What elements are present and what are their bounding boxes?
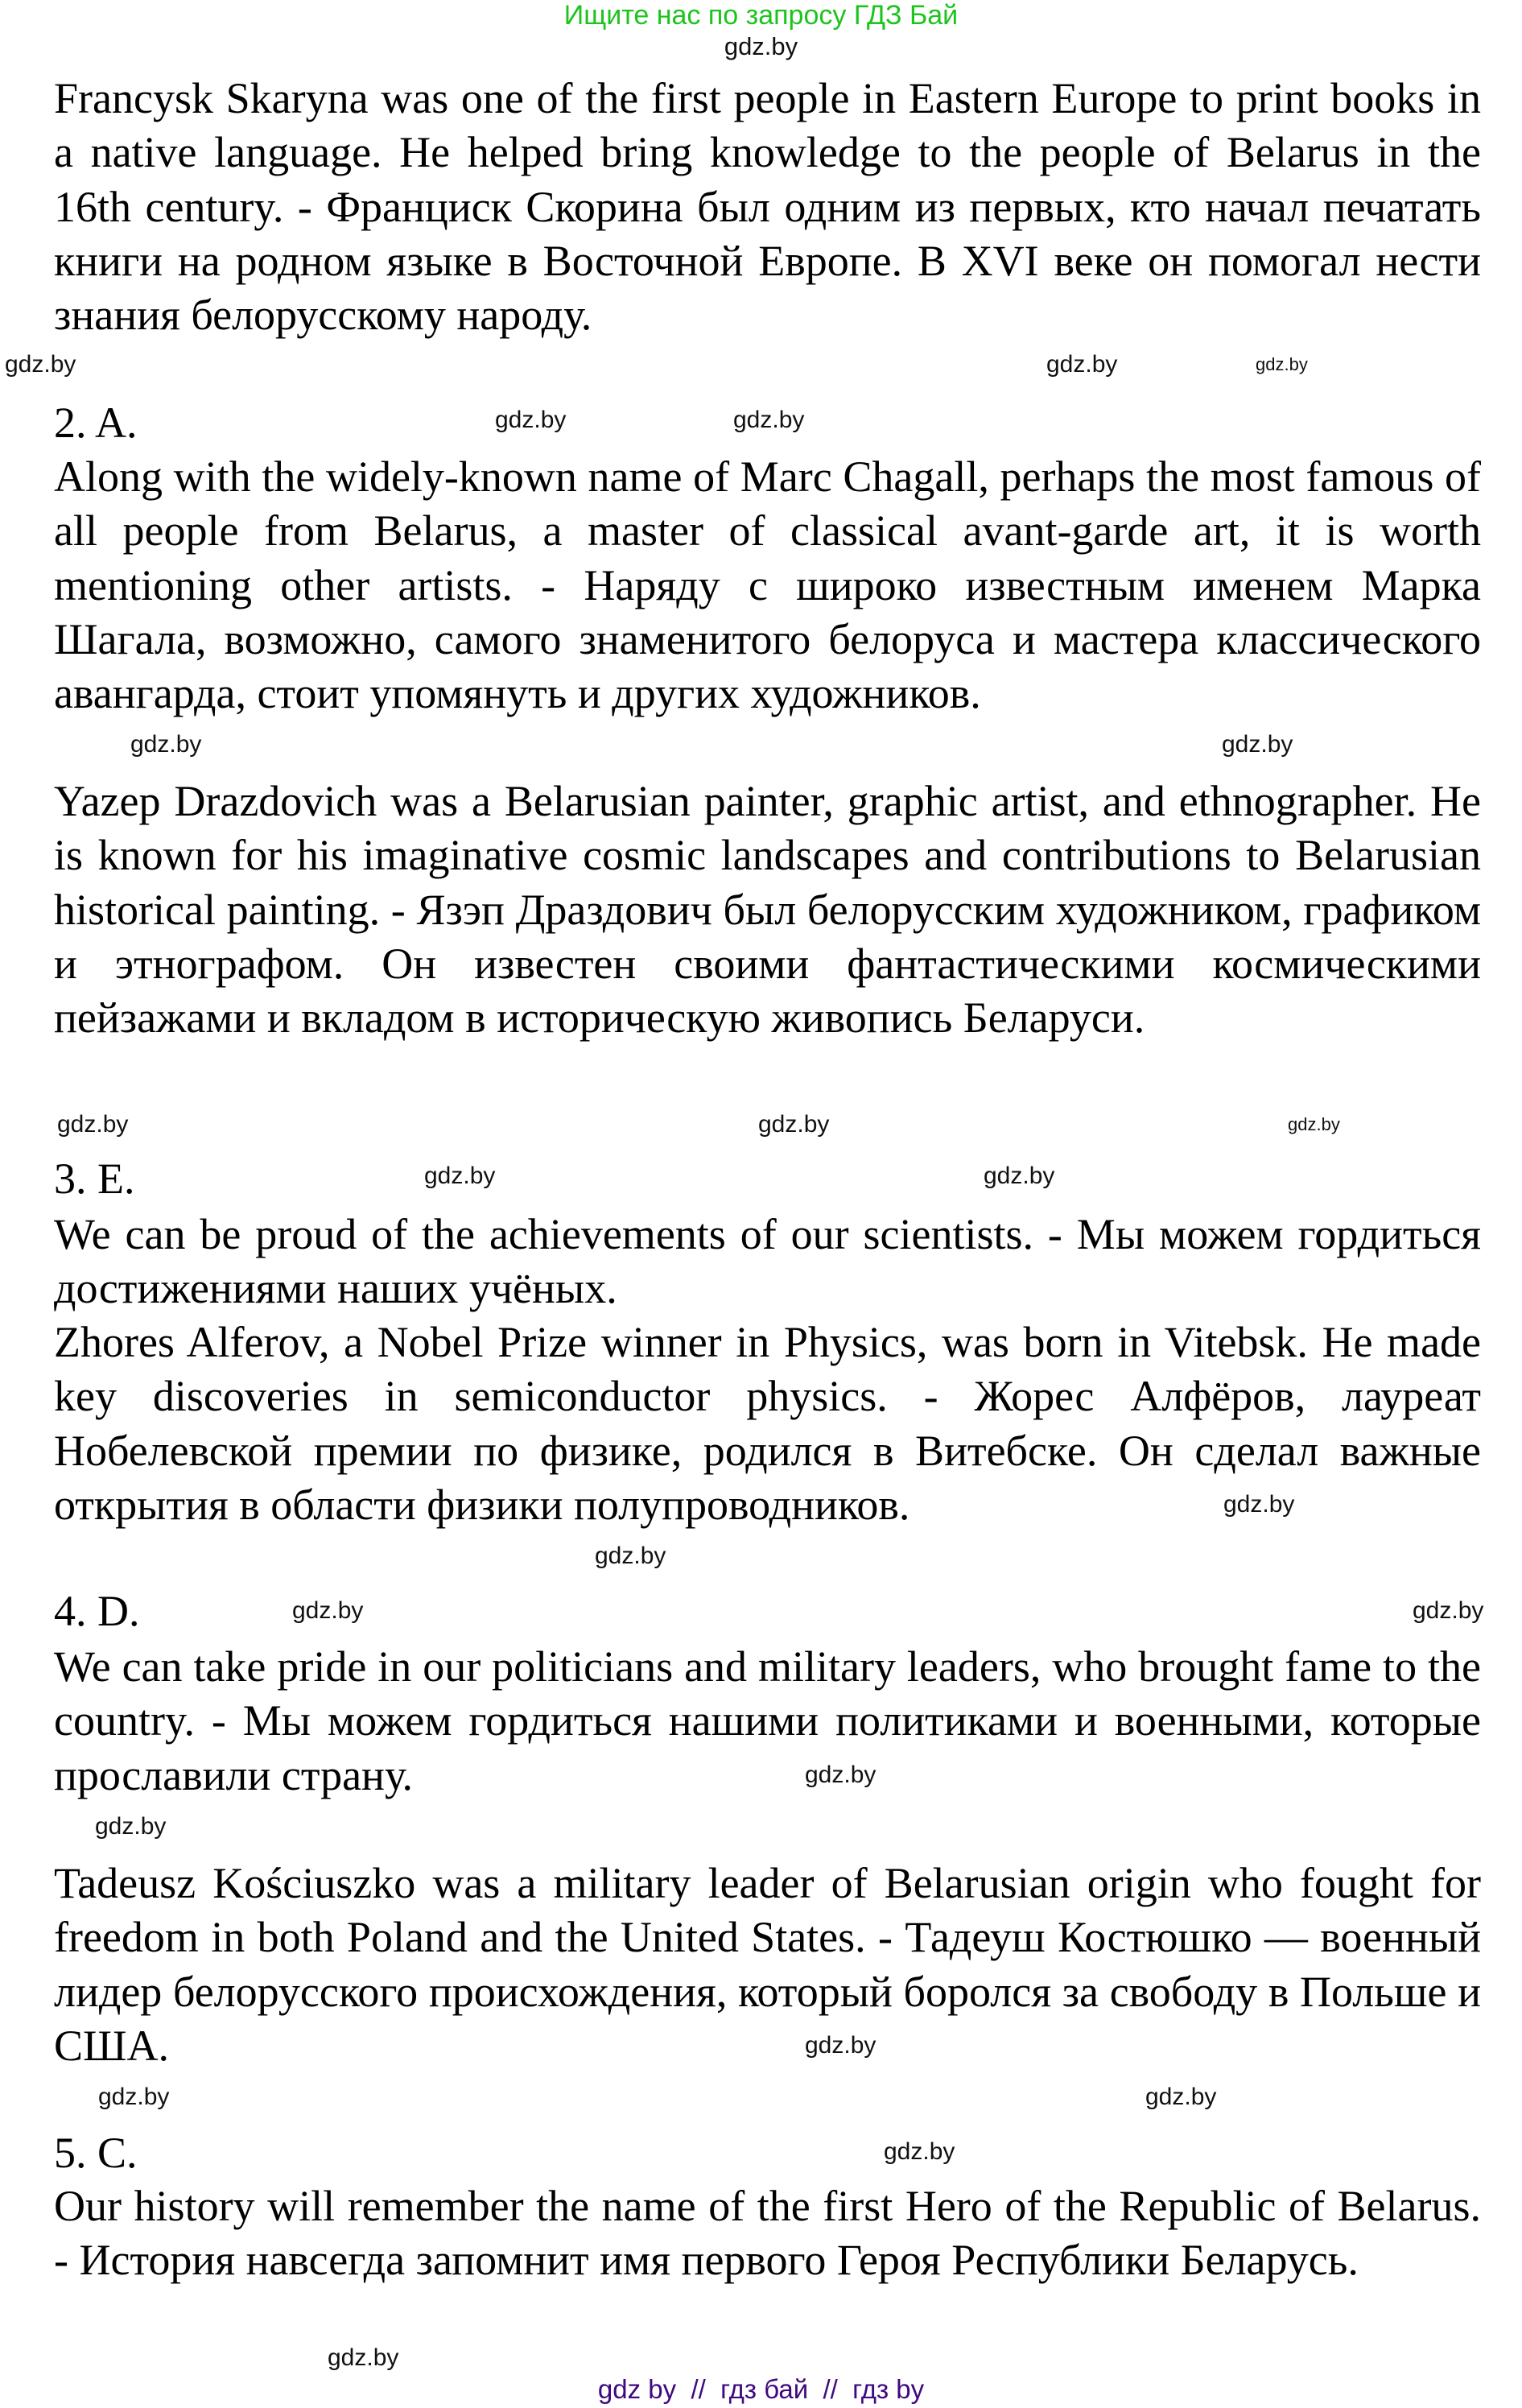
watermark: gdz.by: [95, 1813, 167, 1840]
watermark: gdz.by: [758, 1111, 830, 1138]
watermark: gdz.by: [1223, 1491, 1295, 1518]
answer-5: 5. C.: [54, 2129, 138, 2177]
watermark: gdz.by: [130, 731, 202, 758]
watermark: gdz.by: [1046, 351, 1118, 378]
watermark: gdz.by: [292, 1597, 364, 1624]
paragraph-politicians: We can take pride in our politicians and military leaders, who brought fame to the country. - Мы можем гордиться нашими политиками и военными, которые прославили страну.: [54, 1642, 1481, 1799]
watermark: gdz.by: [805, 1762, 876, 1788]
watermark: gdz.by: [1413, 1597, 1484, 1624]
watermark: gdz.by: [595, 1543, 666, 1569]
site-label: gdz.by: [724, 32, 798, 60]
paragraph-skaryna: Francysk Skaryna was one of the first people in Eastern Europe to print books in a native language. He helped bring knowledge to the people of Belarus in the 16th century. - Франциск Скорина был одним из первых, кто начал печатать книги на родном языке в Восточной Европе. В XVI веке он помогал нести знания белорусскому народу.: [54, 74, 1481, 340]
answer-3: 3. E.: [54, 1154, 135, 1203]
watermark: gdz.by: [984, 1163, 1055, 1189]
paragraph-chagall: Along with the widely-known name of Marc Chagall, perhaps the most famous of all people from Belarus, a master of classical avant-garde art, it is worth mentioning other artists. - Наряду с широко известным именем Марка Шагала, возможно, самого знаменитого белоруса и мастера классического авангарда, стоит упомянуть и других художников.: [54, 452, 1481, 718]
paragraph-alferov: Zhores Alferov, a Nobel Prize winner in Physics, was born in Vitebsk. He made key discoveries in semiconductor physics. - Жорес Алфёров, лауреат Нобелевской премии по физике, родился в Витебске. Он сделал важные открытия в области физики полупроводников.: [54, 1318, 1481, 1529]
watermark: gdz.by: [328, 2344, 399, 2371]
watermark: gdz.by: [1145, 2084, 1217, 2110]
watermark: gdz.by: [1288, 1114, 1340, 1134]
paragraph-kosciuszko: Tadeusz Kościuszko was a military leader of Belarusian origin who fought for freedom in both Poland and the United States. - Тадеуш Костюшко — военный лидер белорусского происхождения, который боролся за свободу в Польше и США.: [54, 1859, 1481, 2070]
watermark: gdz.by: [495, 407, 567, 433]
paragraph-drazdovich: Yazep Drazdovich was a Belarusian painter, graphic artist, and ethnographer. He is known for his imaginative cosmic landscapes and contributions to Belarusian historical painting. - Язэп Драздович был белорусским художником, графиком и этнографом. Он известен своими фантастическими космическими пейзажами и вкладом в историческую живопись Беларуси.: [54, 777, 1481, 1043]
watermark: gdz.by: [1256, 354, 1308, 374]
answer-4: 4. D.: [54, 1587, 140, 1635]
watermark: gdz.by: [733, 407, 805, 433]
footer-links: gdz by // гдз бай // гдз by: [597, 2374, 925, 2404]
search-banner: Ищите нас по запросу ГДЗ Бай: [563, 0, 959, 31]
paragraph-hero: Our history will remember the name of the first Hero of the Republic of Belarus. - История навсегда запомнит имя первого Героя Республики Беларусь.: [54, 2182, 1481, 2285]
watermark: gdz.by: [57, 1111, 129, 1138]
paragraph-scientists: We can be proud of the achievements of our scientists. - Мы можем гордиться достижениями наших учёных.: [54, 1210, 1481, 1313]
watermark: gdz.by: [424, 1163, 496, 1189]
watermark: gdz.by: [884, 2138, 955, 2165]
answer-2: 2. A.: [54, 399, 138, 447]
watermark: gdz.by: [98, 2084, 170, 2110]
watermark: gdz.by: [5, 351, 76, 378]
watermark: gdz.by: [805, 2032, 876, 2059]
watermark: gdz.by: [1222, 731, 1293, 758]
